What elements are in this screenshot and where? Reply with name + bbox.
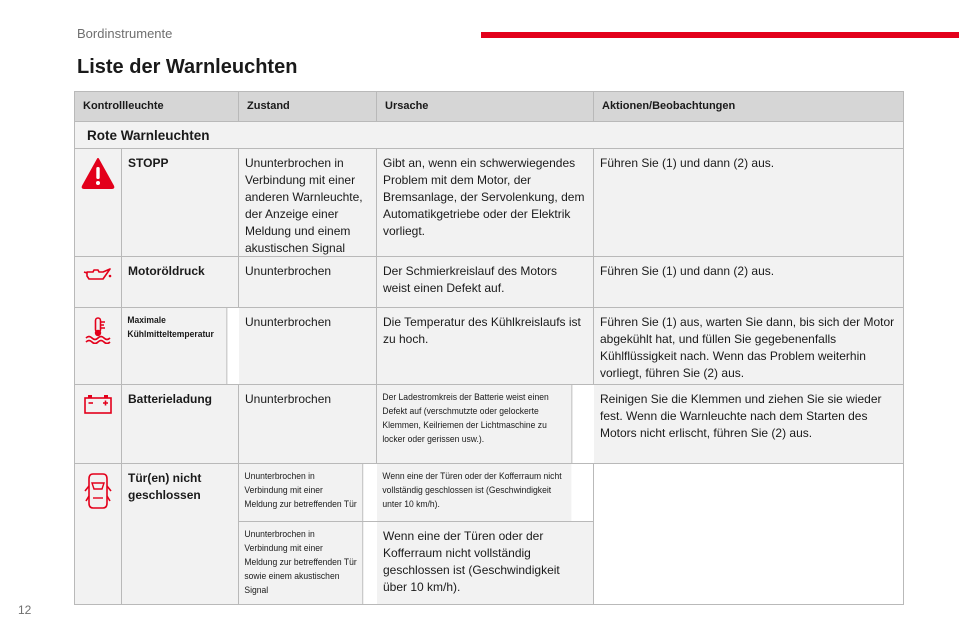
column-header-state: Zustand	[239, 92, 377, 121]
light-name: Motoröldruck	[122, 257, 239, 307]
cause-text: Der Schmierkreislauf des Motors weist einen Defekt auf.	[377, 257, 594, 307]
table-row	[75, 257, 903, 308]
state-text: Ununterbrochen in Verbindung mit einer anderen Warnleuchte, der Anzeige einer Meldung und einem akustischen Signal	[239, 149, 377, 256]
cause-text: Die Temperatur des Kühlkreislaufs ist zu hoch.	[377, 308, 594, 384]
light-name: Tür(en) nicht geschlossen	[122, 464, 239, 604]
group-heading: Rote Warnleuchten	[75, 122, 903, 149]
light-name: Maximale Kühlmitteltemperatur	[122, 308, 227, 384]
section-label: Bordinstrumente	[77, 26, 173, 41]
column-header-action: Aktionen/Beobachtungen	[602, 100, 736, 112]
action-text	[594, 464, 903, 604]
oil-can-icon	[83, 265, 113, 285]
table-row	[75, 308, 903, 385]
warning-lights-table	[74, 91, 904, 605]
action-text: Führen Sie (1) und dann (2) aus.	[594, 257, 903, 307]
table-header	[75, 92, 903, 122]
table-subrow	[239, 521, 593, 604]
table-row	[75, 149, 903, 257]
state-text: Ununterbrochen	[239, 308, 377, 384]
cause-text: Der Ladestromkreis der Batterie weist einen Defekt auf (verschmutzte oder gelockerte Klemmen, Keilriemen der Lichtmaschine zu locker oder gerissen usw.).	[377, 385, 572, 463]
action-text: Führen Sie (1) aus, warten Sie dann, bis sich der Motor abgekühlt hat, und füllen Sie gegebenenfalls Kühlflüssigkeit nach. Wenn das Problem weiterhin vorliegt, führen Sie (2) aus.	[594, 308, 903, 384]
battery-icon	[83, 393, 113, 415]
warning-triangle-icon	[81, 157, 115, 189]
coolant-temperature-icon	[84, 316, 112, 344]
light-name: STOPP	[122, 149, 239, 256]
action-text: Reinigen Sie die Klemmen und ziehen Sie sie wieder fest. Wenn die Warnleuchte nach dem Starten des Motors nicht erlischt, führen Sie (2) aus.	[594, 385, 903, 463]
header-accent-bar	[481, 32, 959, 38]
cause-text: Gibt an, wenn ein schwerwiegendes Problem mit dem Motor, der Bremsanlage, der Servolenkung, dem Automatikgetriebe oder der Elektrik vorliegt.	[377, 149, 594, 256]
table-row	[75, 385, 903, 464]
column-header-cause: Ursache	[377, 92, 594, 121]
page-title: Liste der Warnleuchten	[77, 56, 298, 78]
cause-text: Wenn eine der Türen oder der Kofferraum nicht vollständig geschlossen ist (Geschwindigkeit unter 10 km/h).	[377, 464, 571, 521]
page-number: 12	[18, 603, 32, 617]
state-text: Ununterbrochen in Verbindung mit einer Meldung zur betreffenden Tür sowie einem akustischen Signal	[239, 522, 363, 604]
cause-text: Wenn eine der Türen oder der Kofferraum nicht vollständig geschlossen ist (Geschwindigkeit über 10 km/h).	[377, 522, 593, 604]
table-subrow	[239, 464, 593, 521]
action-text: Führen Sie (1) und dann (2) aus.	[594, 149, 903, 256]
state-text: Ununterbrochen	[239, 385, 377, 463]
door-open-icon	[84, 472, 112, 510]
state-text: Ununterbrochen in Verbindung mit einer Meldung zur betreffenden Tür	[239, 464, 363, 521]
column-header-light: Kontrollleuchte	[75, 92, 239, 121]
table-row	[75, 464, 903, 604]
light-name: Batterieladung	[122, 385, 239, 463]
state-text: Ununterbrochen	[239, 257, 377, 307]
